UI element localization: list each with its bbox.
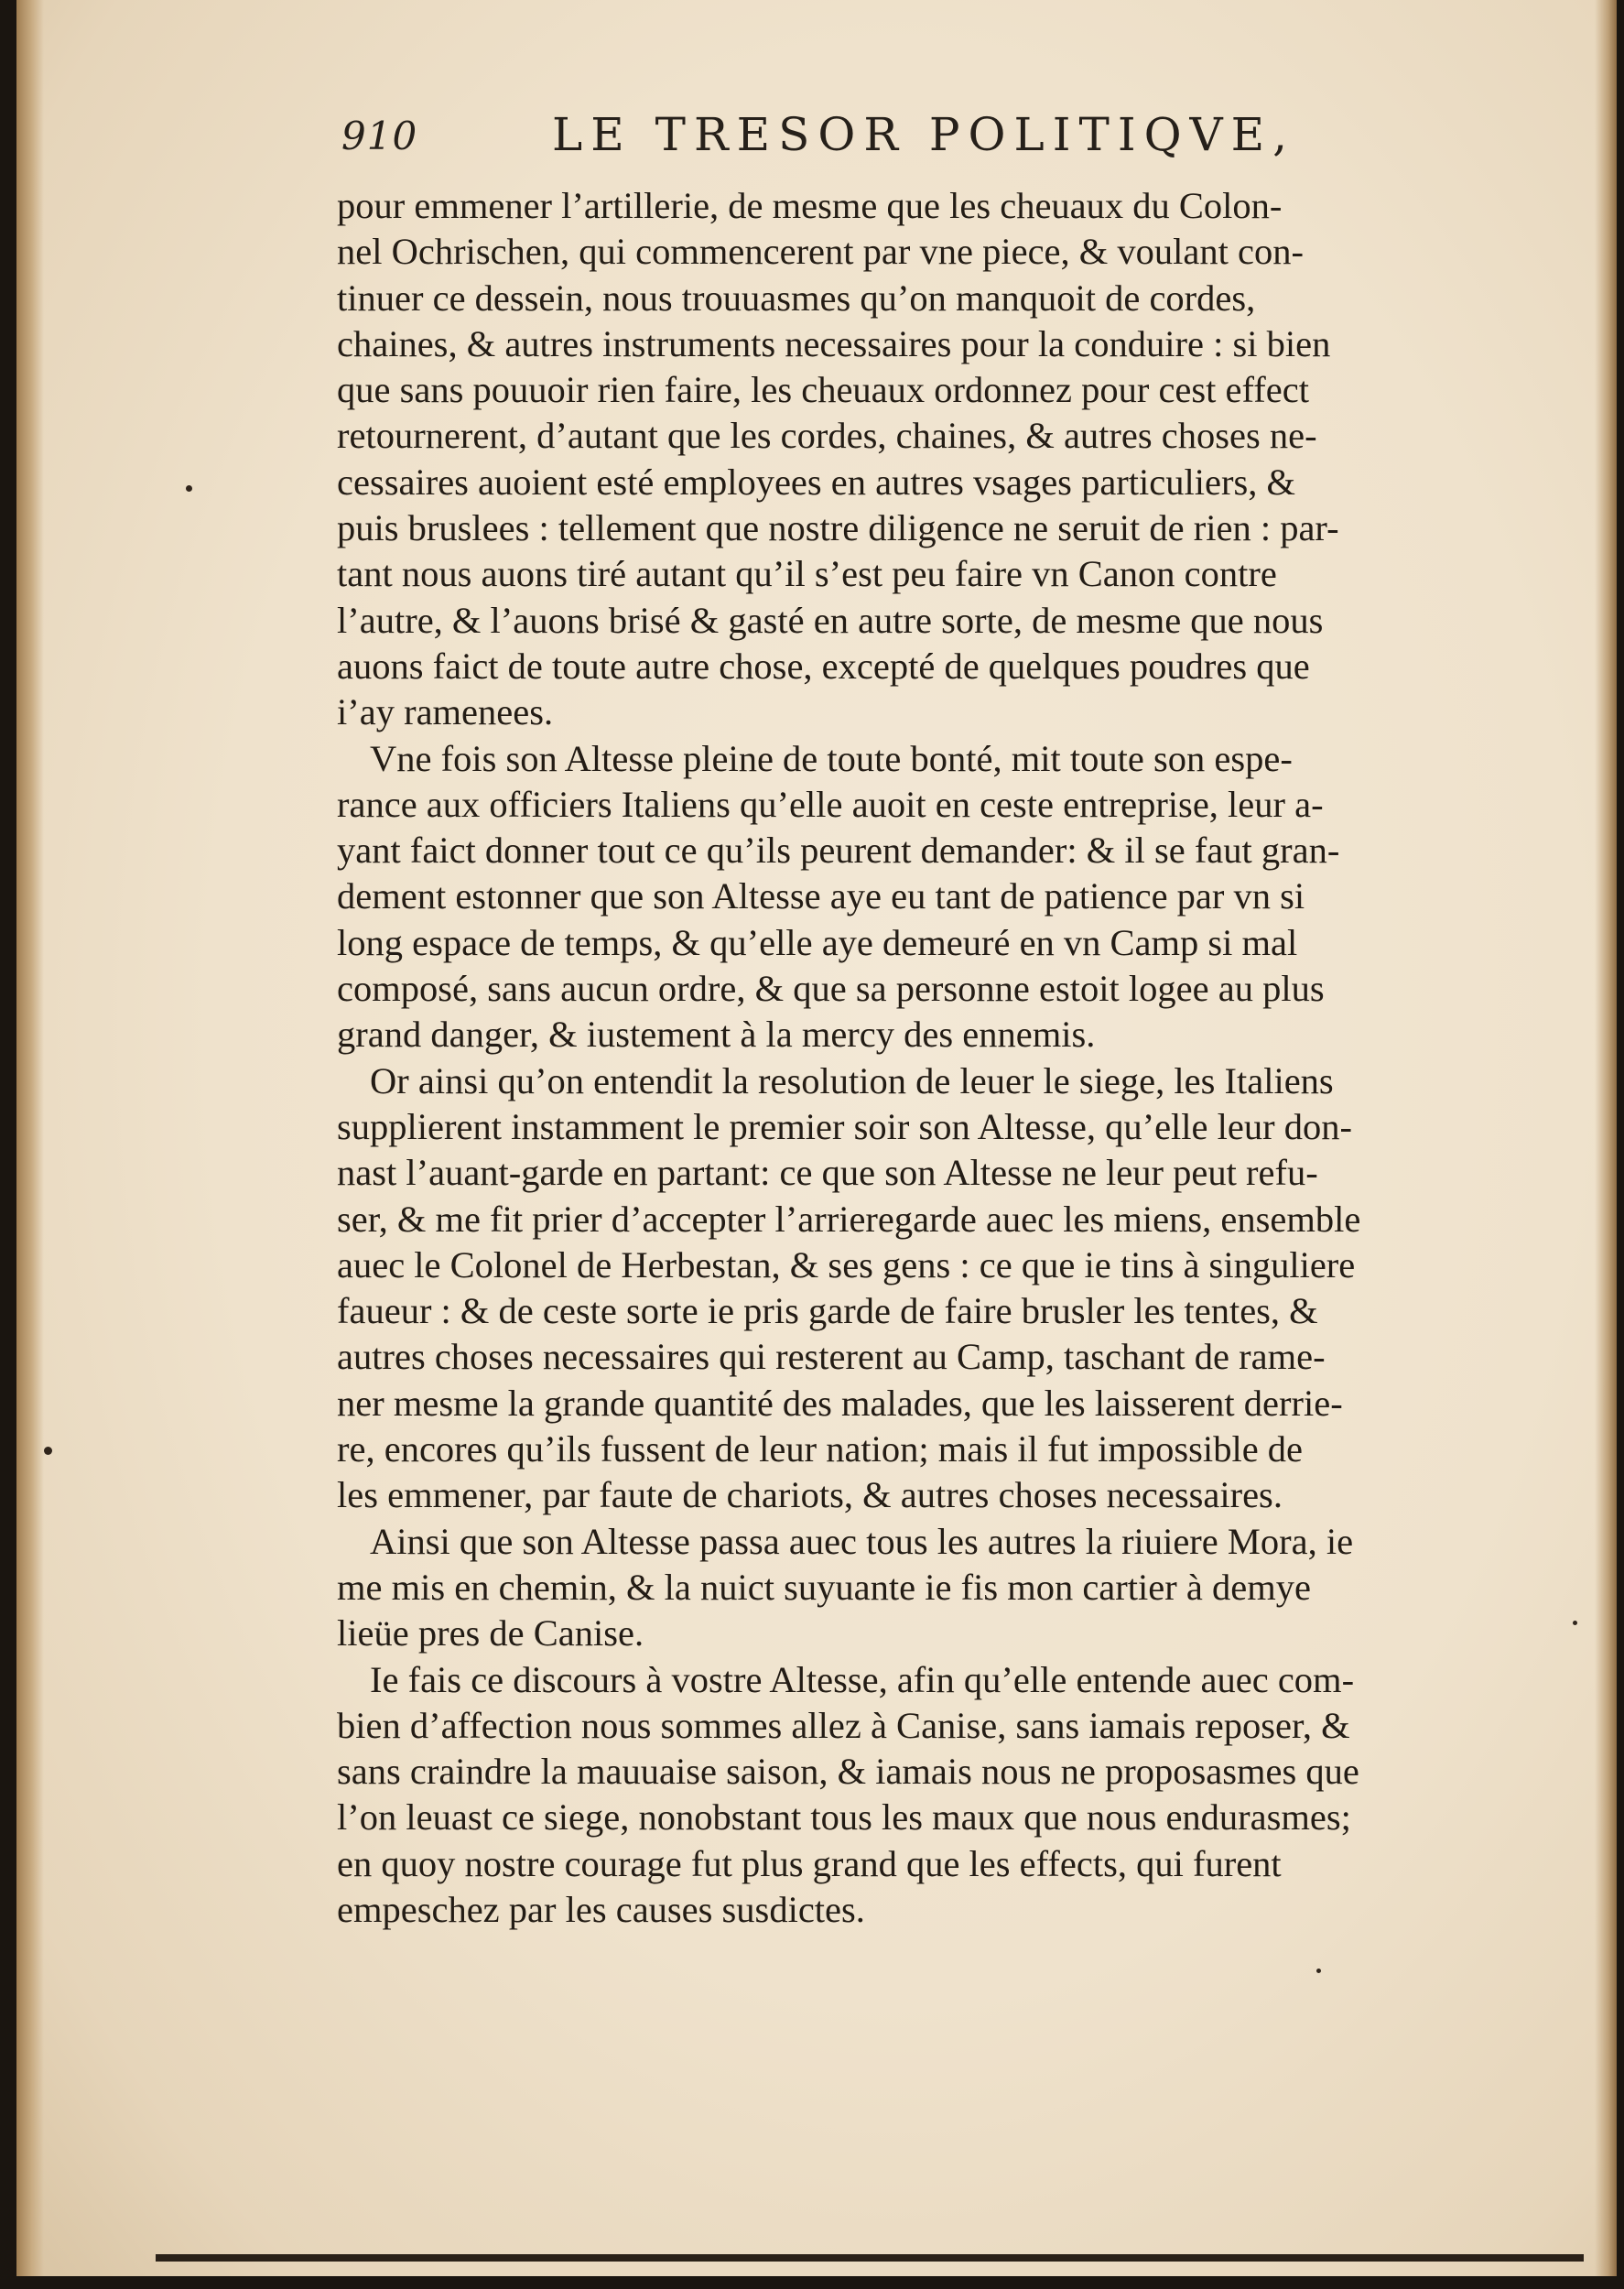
text-line: bien d’affection nous sommes allez à Canise, sans iamais reposer, & (337, 1704, 1350, 1746)
text-line: long espace de temps, & qu’elle aye demeuré en vn Camp si mal (337, 921, 1298, 963)
text-line: les emmener, par faute de chariots, & autres choses necessaires. (337, 1474, 1283, 1516)
paragraph-2 (337, 736, 1499, 1058)
text-line: Ainsi que son Altesse passa auec tous les autres la riuiere Mora, ie (370, 1520, 1354, 1562)
paragraph-5 (337, 1657, 1499, 1934)
text-line: auec le Colonel de Herbestan, & ses gens : ce que ie tins à singuliere (337, 1243, 1356, 1286)
text-line: supplierent instamment le premier soir son Altesse, qu’elle leur don- (337, 1105, 1352, 1147)
text-line: Or ainsi qu’on entendit la resolution de leuer le siege, les Italiens (370, 1059, 1334, 1101)
text-line: l’on leuast ce siege, nonobstant tous les maux que nous endurasmes; (337, 1796, 1351, 1839)
running-title: LE TRESOR POLITIQVE, (552, 108, 1296, 161)
ink-speck (1573, 1621, 1577, 1625)
text-line: grand danger, & iustement à la mercy des ennemis. (337, 1014, 1096, 1056)
scanned-page (16, 0, 1617, 2276)
text-line: auons faict de toute autre chose, excepté de quelques poudres que (337, 645, 1310, 687)
text-line: ner mesme la grande quantité des malades, que les laisserent derrie- (337, 1382, 1343, 1424)
text-line: faueur : & de ceste sorte ie pris garde de faire brusler les tentes, & (337, 1290, 1318, 1332)
text-line: puis bruslees : tellement que nostre diligence ne seruit de rien : par- (337, 507, 1339, 549)
ink-speck (1316, 1969, 1321, 1973)
text-line: ser, & me fit prier d’accepter l’arrieregarde auec les miens, ensemble (337, 1198, 1361, 1240)
text-line: l’autre, & l’auons brisé & gasté en autre sorte, de mesme que nous (337, 599, 1324, 641)
text-line: Ie fais ce discours à vostre Altesse, afin qu’elle entende auec com- (370, 1658, 1355, 1700)
text-line: i’ay ramenees. (337, 691, 554, 733)
text-line: re, encores qu’ils fussent de leur nation; mais il fut impossible de (337, 1428, 1304, 1470)
text-line: dement estonner que son Altesse aye eu tant de patience par vn si (337, 875, 1305, 917)
text-line: nast l’auant-garde en partant: ce que son Altesse ne leur peut refu- (337, 1152, 1318, 1194)
text-line: empeschez par les causes susdictes. (337, 1888, 865, 1930)
text-line: que sans pouuoir rien faire, les cheuaux ordonnez pour cest effect (337, 369, 1309, 411)
text-line: Vne fois son Altesse pleine de toute bonté, mit toute son espe- (370, 737, 1293, 779)
ink-speck (44, 1447, 52, 1455)
text-line: pour emmener l’artillerie, de mesme que les cheuaux du Colon- (337, 185, 1283, 226)
paragraph-4 (337, 1519, 1499, 1657)
text-line: me mis en chemin, & la nuict suyuante ie fis mon cartier à demye (337, 1566, 1311, 1608)
text-line: tant nous auons tiré autant qu’il s’est peu faire vn Canon contre (337, 553, 1277, 595)
page-header (341, 108, 1532, 181)
text-line: chaines, & autres instruments necessaires pour la conduire : si bien (337, 322, 1331, 364)
page-left-edge (16, 0, 44, 2276)
ink-speck (186, 485, 192, 492)
page-bottom-shadow (156, 2254, 1584, 2262)
page-number: 910 (341, 114, 418, 158)
text-line: yant faict donner tout ce qu’ils peurent demander: & il se faut gran- (337, 830, 1340, 872)
page-body-text (337, 183, 1499, 1933)
text-line: retournerent, d’autant que les cordes, chaines, & autres choses ne- (337, 415, 1317, 457)
text-line: composé, sans aucun ordre, & que sa personne estoit logee au plus (337, 968, 1325, 1010)
text-line: autres choses necessaires qui resterent au Camp, taschant de rame- (337, 1336, 1326, 1378)
text-line: cessaires auoient esté employees en autres vsages particuliers, & (337, 461, 1295, 503)
text-line: rance aux officiers Italiens qu’elle auoit en ceste entreprise, leur a- (337, 783, 1324, 825)
text-line: lieüe pres de Canise. (337, 1612, 644, 1654)
text-line: sans craindre la mauuaise saison, & iamais nous ne proposasmes que (337, 1751, 1359, 1793)
paragraph-1 (337, 183, 1499, 736)
page-right-edge (1595, 0, 1617, 2276)
text-line: tinuer ce dessein, nous trouuasmes qu’on manquoit de cordes, (337, 277, 1256, 319)
paragraph-3 (337, 1058, 1499, 1519)
text-line: nel Ochrischen, qui commencerent par vne piece, & voulant con- (337, 231, 1304, 273)
text-line: en quoy nostre courage fut plus grand que les effects, qui furent (337, 1842, 1282, 1884)
